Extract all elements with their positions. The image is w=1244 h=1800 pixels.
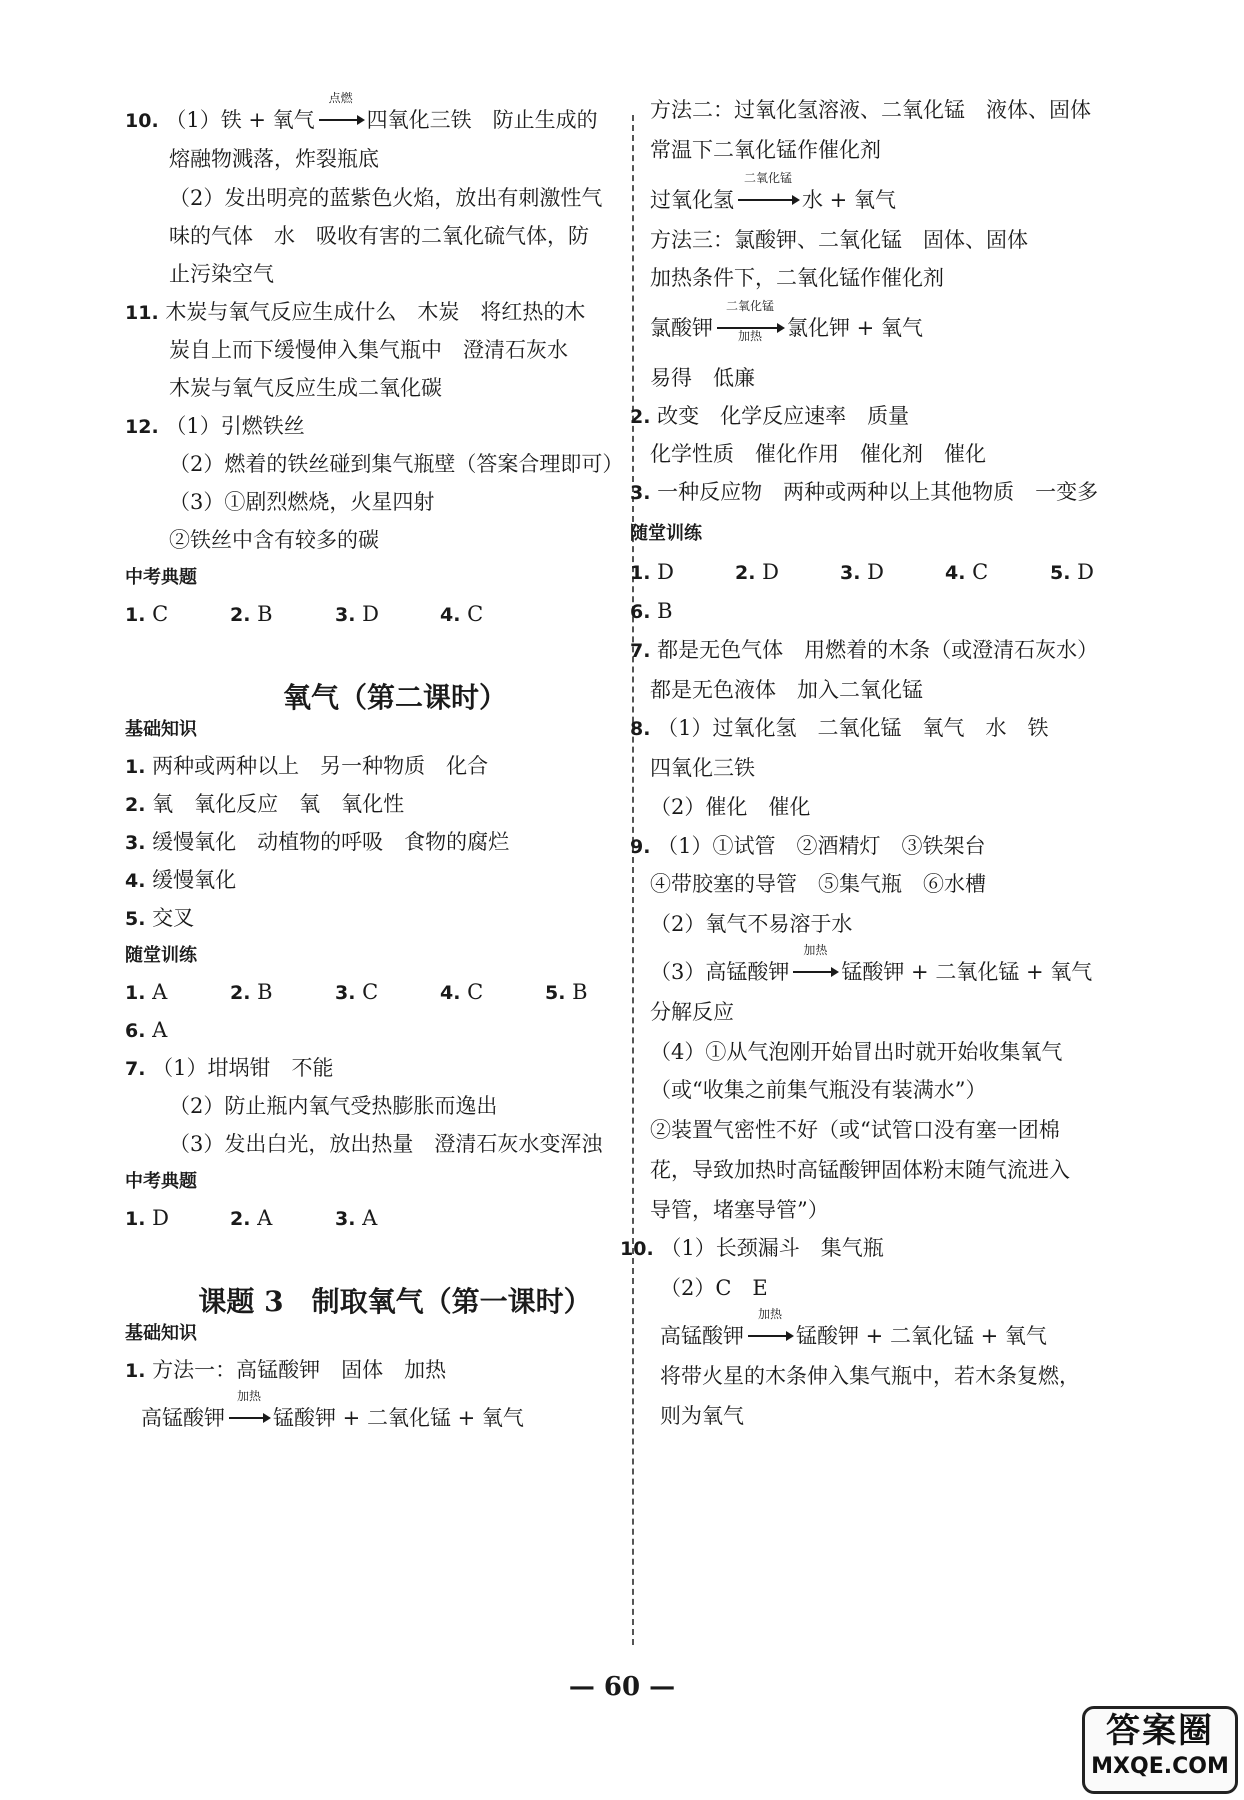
suitang-item-6: 6. A — [125, 1018, 168, 1042]
page-number: — 60 — — [568, 1672, 676, 1702]
section-header-jichu: 基础知识 — [125, 719, 197, 740]
jichu-item-5: 5. 交叉 — [125, 906, 195, 930]
zhongkao-answers-1 — [125, 600, 545, 629]
suitang-item-7-line3: （3）发出白光，放出热量 澄清石灰水变浑浊 — [169, 1132, 603, 1156]
q12-line3: （3）①剧烈燃烧，火星四射 — [169, 490, 435, 514]
suitang3-item-8-line3: （2）催化 催化 — [650, 795, 811, 819]
suitang3-item-9: 9. （1）①试管 ②酒精灯 ③铁架台 — [630, 834, 986, 858]
watermark-text-top: 答案圈 — [1106, 1711, 1214, 1751]
lesson-title-topic3: 课题 3 制取氧气（第一课时） — [198, 1285, 592, 1318]
q10-line2: 熔融物溅落，炸裂瓶底 — [169, 147, 379, 171]
suitang3-item-10-line2: （2）C E — [660, 1276, 768, 1300]
column-divider — [632, 115, 634, 1645]
section-header-suitang: 随堂训练 — [125, 945, 197, 966]
suitang3-item-8: 8. （1）过氧化氢 二氧化锰 氧气 水 铁 — [630, 716, 1049, 740]
reaction-arrow: 二氧化锰 — [738, 186, 798, 214]
q10-number: 10. — [125, 110, 159, 132]
arrow-icon — [738, 199, 798, 201]
jichu-item-1: 1. 两种或两种以上 另一种物质 化合 — [125, 754, 489, 778]
suitang3-item-9-line9: 花，导致加热时高锰酸钾固体粉末随气流进入 — [650, 1158, 1070, 1182]
q11-line3: 木炭与氧气反应生成二氧化碳 — [169, 376, 442, 400]
jichu-item-3: 3. 缓慢氧化 动植物的呼吸 食物的腐烂 — [125, 830, 510, 854]
suitang3-item-10-equation: 高锰酸钾 加热 锰酸钾 + 二氧化锰 + 氧气 — [660, 1307, 1047, 1348]
reaction-condition: 点燃 — [328, 91, 353, 105]
suitang-item-7: 7. （1）坩埚钳 不能 — [125, 1056, 334, 1080]
method2-line2: 常温下二氧化锰作催化剂 — [650, 138, 881, 162]
q2-line2: 化学性质 催化作用 催化剂 催化 — [650, 442, 986, 466]
arrow-icon — [793, 971, 837, 973]
jichu-item-2: 2. 氧 氧化反应 氧 氧化性 — [125, 792, 405, 816]
section-header-jichu-3: 基础知识 — [125, 1323, 197, 1344]
section-header-zhongkao-2: 中考典题 — [125, 1171, 197, 1192]
q10-line3: （2）发出明亮的蓝紫色火焰，放出有刺激性气 — [169, 186, 603, 210]
suitang-answers: 1. A 2. B 3. C 4. C 5. B — [125, 980, 588, 1004]
q3-line1: 3. 一种反应物 两种或两种以上其他物质 一变多 — [630, 480, 1099, 504]
q12-text: （1）引燃铁丝 — [165, 414, 305, 438]
suitang3-item-7: 7. 都是无色气体 用燃着的木条（或澄清石灰水） — [630, 638, 1099, 662]
answer-item: 2. B — [230, 602, 273, 626]
suitang-item-7-line2: （2）防止瓶内氧气受热膨胀而逸出 — [169, 1094, 498, 1118]
reaction-arrow: 加热 — [229, 1404, 269, 1432]
reaction-arrow: 加热 — [793, 958, 837, 986]
answer-item: 1. C — [125, 602, 169, 626]
suitang3-item-10-line5: 则为氧气 — [660, 1404, 744, 1428]
suitang3-item-6: 6. B — [630, 599, 673, 623]
q11-text: 木炭与氧气反应生成什么 木炭 将红热的木 — [165, 300, 586, 324]
method3-line2: 加热条件下，二氧化锰作催化剂 — [650, 266, 944, 290]
answer-item: 3. D — [335, 602, 379, 626]
arrow-icon — [748, 1335, 792, 1337]
watermark-logo — [1082, 1706, 1238, 1794]
q10-line4: 味的气体 水 吸收有害的二氧化硫气体，防 — [169, 224, 589, 248]
q12-line2: （2）燃着的铁丝碰到集气瓶壁（答案合理即可） — [169, 452, 624, 476]
suitang3-item-8-line2: 四氧化三铁 — [650, 756, 755, 780]
suitang3-item-9-line2: ④带胶塞的导管 ⑤集气瓶 ⑥水槽 — [650, 872, 986, 896]
suitang3-item-10: 10. （1）长颈漏斗 集气瓶 — [620, 1236, 884, 1260]
reaction-arrow — [319, 91, 363, 134]
suitang3-item-7-line2: 都是无色液体 加入二氧化锰 — [650, 678, 923, 702]
reaction-arrow: 二氧化锰 加热 — [717, 314, 783, 342]
suitang3-item-9-line5: 分解反应 — [650, 1000, 734, 1024]
section-header-suitang-3: 随堂训练 — [630, 523, 702, 544]
q10-text-a: （1）铁 + 氧气 — [165, 108, 315, 132]
q11-line2: 炭自上而下缓慢伸入集气瓶中 澄清石灰水 — [169, 338, 568, 362]
q12-line1 — [125, 412, 305, 441]
suitang3-item-9-line8: ②装置气密性不好（或“试管口没有塞一团棉 — [650, 1118, 1060, 1142]
suitang3-item-9-equation: （3）高锰酸钾 加热 锰酸钾 + 二氧化锰 + 氧气 — [650, 943, 1093, 984]
answer-item: 4. C — [440, 602, 484, 626]
method2-line1: 方法二：过氧化氢溶液、二氧化锰 液体、固体 — [650, 98, 1091, 122]
zhongkao-answers-2: 1. D 2. A 3. A — [125, 1206, 378, 1230]
watermark-text-bottom: MXQE.COM — [1091, 1754, 1229, 1779]
section-header-zhongkao: 中考典题 — [125, 567, 197, 588]
q2-line1: 2. 改变 化学反应速率 质量 — [630, 404, 910, 428]
reaction-arrow: 加热 — [748, 1322, 792, 1350]
suitang3-item-10-line4: 将带火星的木条伸入集气瓶中，若木条复燃， — [660, 1364, 1080, 1388]
suitang3-item-9-line6: （4）①从气泡刚开始冒出时就开始收集氧气 — [650, 1040, 1063, 1064]
method3-equation: 氯酸钾 二氧化锰 加热 氯化钾 + 氧气 — [650, 299, 923, 343]
q11-line1 — [125, 298, 585, 327]
suitang3-item-9-line7: （或“收集之前集气瓶没有装满水”） — [650, 1078, 987, 1102]
method3-line4: 易得 低廉 — [650, 366, 755, 390]
q10-text-b: 四氧化三铁 防止生成的 — [366, 108, 598, 132]
suitang-answers-3: 1. D 2. D 3. D 4. C 5. D — [630, 560, 1094, 584]
method3-line1: 方法三：氯酸钾、二氧化锰 固体、固体 — [650, 228, 1028, 252]
q12-number: 12. — [125, 416, 159, 438]
method2-equation: 过氧化氢 二氧化锰 水 + 氧气 — [650, 171, 896, 212]
q11-number: 11. — [125, 302, 159, 324]
suitang3-item-9-line10: 导管，堵塞导管”） — [650, 1198, 829, 1222]
method1-line1: 1. 方法一：高锰酸钾 固体 加热 — [125, 1358, 447, 1382]
jichu-item-4: 4. 缓慢氧化 — [125, 868, 237, 892]
arrow-icon — [319, 119, 363, 121]
lesson-title-oxygen-2: 氧气（第二课时） — [282, 681, 507, 714]
q10-line1 — [125, 91, 598, 135]
method1-equation: 高锰酸钾 加热 锰酸钾 + 二氧化锰 + 氧气 — [141, 1389, 524, 1430]
suitang3-item-9-line3: （2）氧气不易溶于水 — [650, 912, 853, 936]
q12-line4: ②铁丝中含有较多的碳 — [169, 528, 379, 552]
arrow-icon — [229, 1417, 269, 1419]
q10-line5: 止污染空气 — [169, 262, 274, 286]
